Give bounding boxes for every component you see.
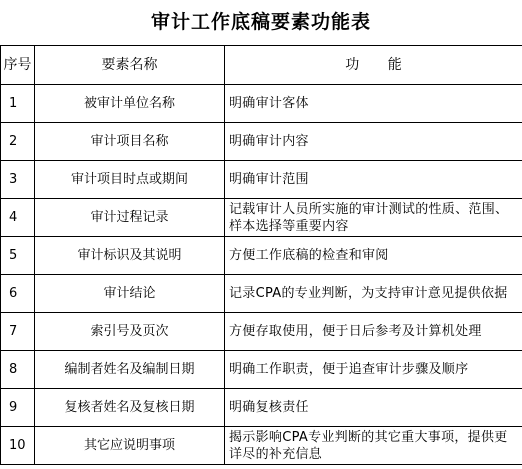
cell-element-name[interactable]: 审计项目时点或期间 — [35, 161, 225, 199]
table-row — [1, 85, 522, 123]
table-row — [1, 161, 522, 199]
elements-function-table — [0, 45, 522, 465]
cell-function[interactable]: 明确审计客体 — [225, 85, 522, 123]
table-row — [1, 427, 522, 465]
cell-function[interactable]: 明确复核责任 — [225, 389, 522, 427]
table-row — [1, 275, 522, 313]
table-row — [1, 313, 522, 351]
cell-element-name[interactable]: 审计项目名称 — [35, 123, 225, 161]
cell-element-name[interactable]: 复核者姓名及复核日期 — [35, 389, 225, 427]
header-function[interactable]: 功 能 — [225, 46, 522, 85]
cell-serial-number[interactable]: 1 — [1, 85, 35, 123]
cell-serial-number[interactable]: 8 — [1, 351, 35, 389]
cell-element-name[interactable]: 审计结论 — [35, 275, 225, 313]
cell-function[interactable]: 明确审计内容 — [225, 123, 522, 161]
cell-element-name[interactable]: 审计标识及其说明 — [35, 237, 225, 275]
cell-function[interactable]: 方便工作底稿的检查和审阅 — [225, 237, 522, 275]
cell-serial-number[interactable]: 5 — [1, 237, 35, 275]
cell-function[interactable]: 记载审计人员所实施的审计测试的性质、范围、样本选择等重要内容 — [225, 199, 522, 237]
cell-element-name[interactable]: 索引号及页次 — [35, 313, 225, 351]
cell-serial-number[interactable]: 3 — [1, 161, 35, 199]
cell-serial-number[interactable]: 2 — [1, 123, 35, 161]
cell-element-name[interactable]: 编制者姓名及编制日期 — [35, 351, 225, 389]
cell-function[interactable]: 揭示影响CPA专业判断的其它重大事项，提供更详尽的补充信息 — [225, 427, 522, 465]
table-row — [1, 237, 522, 275]
cell-serial-number[interactable]: 10 — [1, 427, 35, 465]
header-serial-number[interactable]: 序号 — [1, 46, 35, 85]
cell-function[interactable]: 记录CPA的专业判断，为支持审计意见提供依据 — [225, 275, 522, 313]
cell-element-name[interactable]: 其它应说明事项 — [35, 427, 225, 465]
cell-function[interactable]: 明确审计范围 — [225, 161, 522, 199]
table-row — [1, 123, 522, 161]
cell-element-name[interactable]: 审计过程记录 — [35, 199, 225, 237]
table-row — [1, 351, 522, 389]
cell-serial-number[interactable]: 6 — [1, 275, 35, 313]
cell-serial-number[interactable]: 7 — [1, 313, 35, 351]
cell-function[interactable]: 方便存取使用，便于日后参考及计算机处理 — [225, 313, 522, 351]
cell-serial-number[interactable]: 9 — [1, 389, 35, 427]
cell-function[interactable]: 明确工作职责，便于追查审计步骤及顺序 — [225, 351, 522, 389]
header-element-name[interactable]: 要素名称 — [35, 46, 225, 85]
cell-element-name[interactable]: 被审计单位名称 — [35, 85, 225, 123]
header-row — [1, 46, 522, 85]
table-row — [1, 199, 522, 237]
table-row — [1, 389, 522, 427]
cell-serial-number[interactable]: 4 — [1, 199, 35, 237]
table-title: 审计工作底稿要素功能表 — [150, 10, 371, 33]
